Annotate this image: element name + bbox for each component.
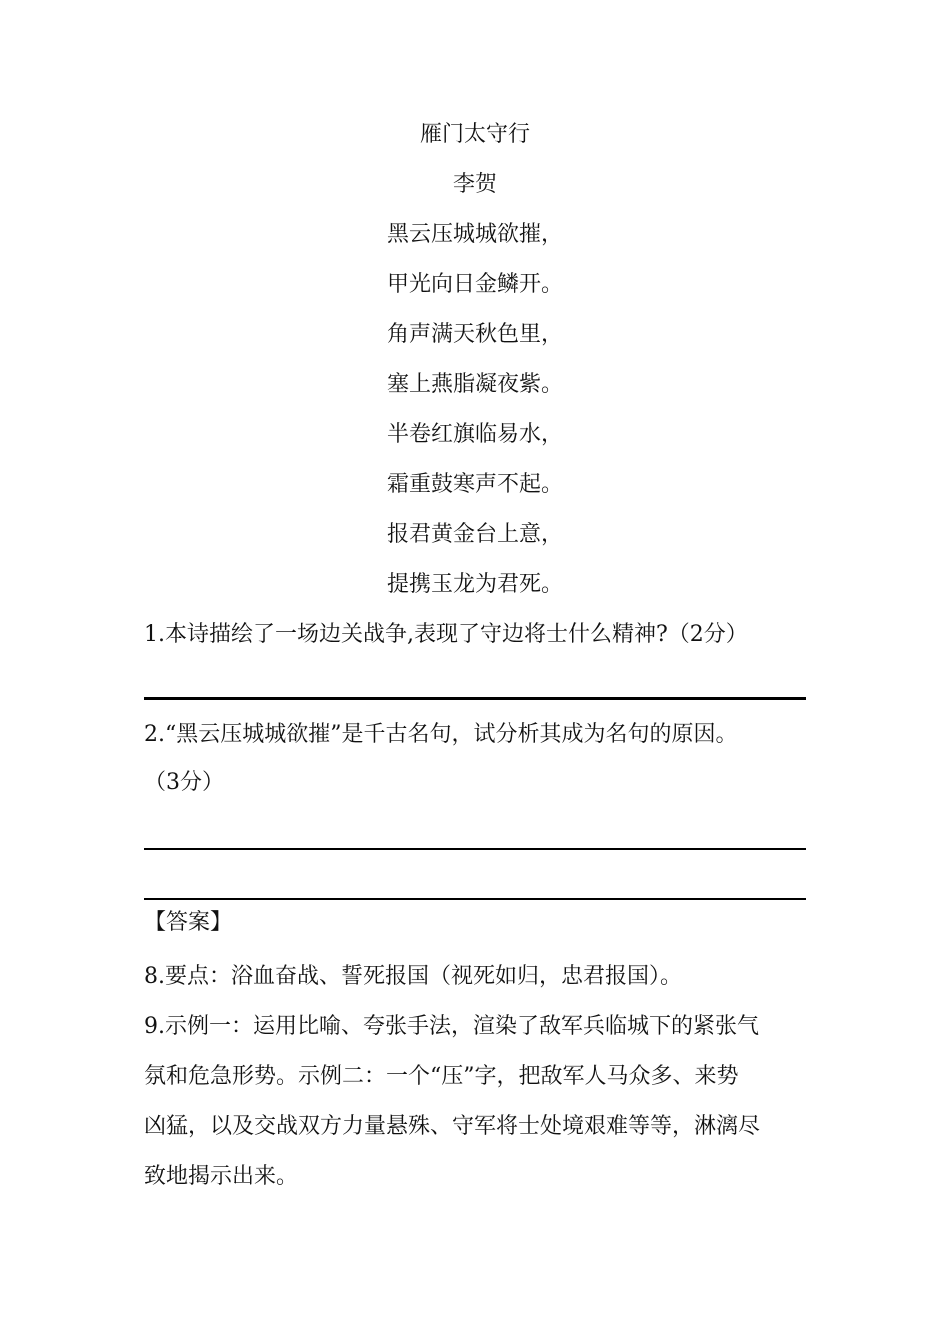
poem-title: 雁门太守行 bbox=[419, 122, 530, 147]
poem-line: 霜重鼓寒声不起。 bbox=[386, 472, 563, 497]
poem-line: 黑云压城城欲摧， bbox=[386, 222, 563, 247]
question-1: 1.本诗描绘了一场边关战争,表现了守边将士什么精神?（2分） bbox=[144, 622, 748, 647]
answer-line-3 bbox=[144, 898, 806, 900]
answer-9-line: 致地揭示出来。 bbox=[144, 1164, 299, 1189]
question-2-points: （3分） bbox=[144, 770, 224, 795]
question-2: 2.“黑云压城城欲摧”是千古名句，试分析其成为名句的原因。 bbox=[144, 722, 738, 747]
answer-line-2 bbox=[144, 848, 806, 850]
answer-8: 8.要点：浴血奋战、誓死报国（视死如归，忠君报国）。 bbox=[144, 964, 682, 989]
poem-line: 塞上燕脂凝夜紫。 bbox=[386, 372, 563, 397]
answer-9-line: 氛和危急形势。示例二：一个“压”字，把敌军人马众多、来势 bbox=[144, 1064, 739, 1089]
poem-line: 报君黄金台上意， bbox=[386, 522, 563, 547]
poem-line: 提携玉龙为君死。 bbox=[386, 572, 563, 597]
answer-heading: 【答案】 bbox=[144, 910, 233, 935]
poem-line: 甲光向日金鳞开。 bbox=[386, 272, 563, 297]
answer-9-line: 凶猛，以及交战双方力量悬殊、守军将士处境艰难等等，淋漓尽 bbox=[144, 1114, 761, 1139]
poem-line: 半卷红旗临易水， bbox=[386, 422, 563, 447]
answer-line-1 bbox=[144, 697, 806, 700]
poem-line: 角声满天秋色里， bbox=[386, 322, 563, 347]
answer-9-line: 9.示例一：运用比喻、夸张手法，渲染了敌军兵临城下的紧张气 bbox=[144, 1014, 759, 1039]
poem-author: 李贺 bbox=[452, 172, 497, 197]
